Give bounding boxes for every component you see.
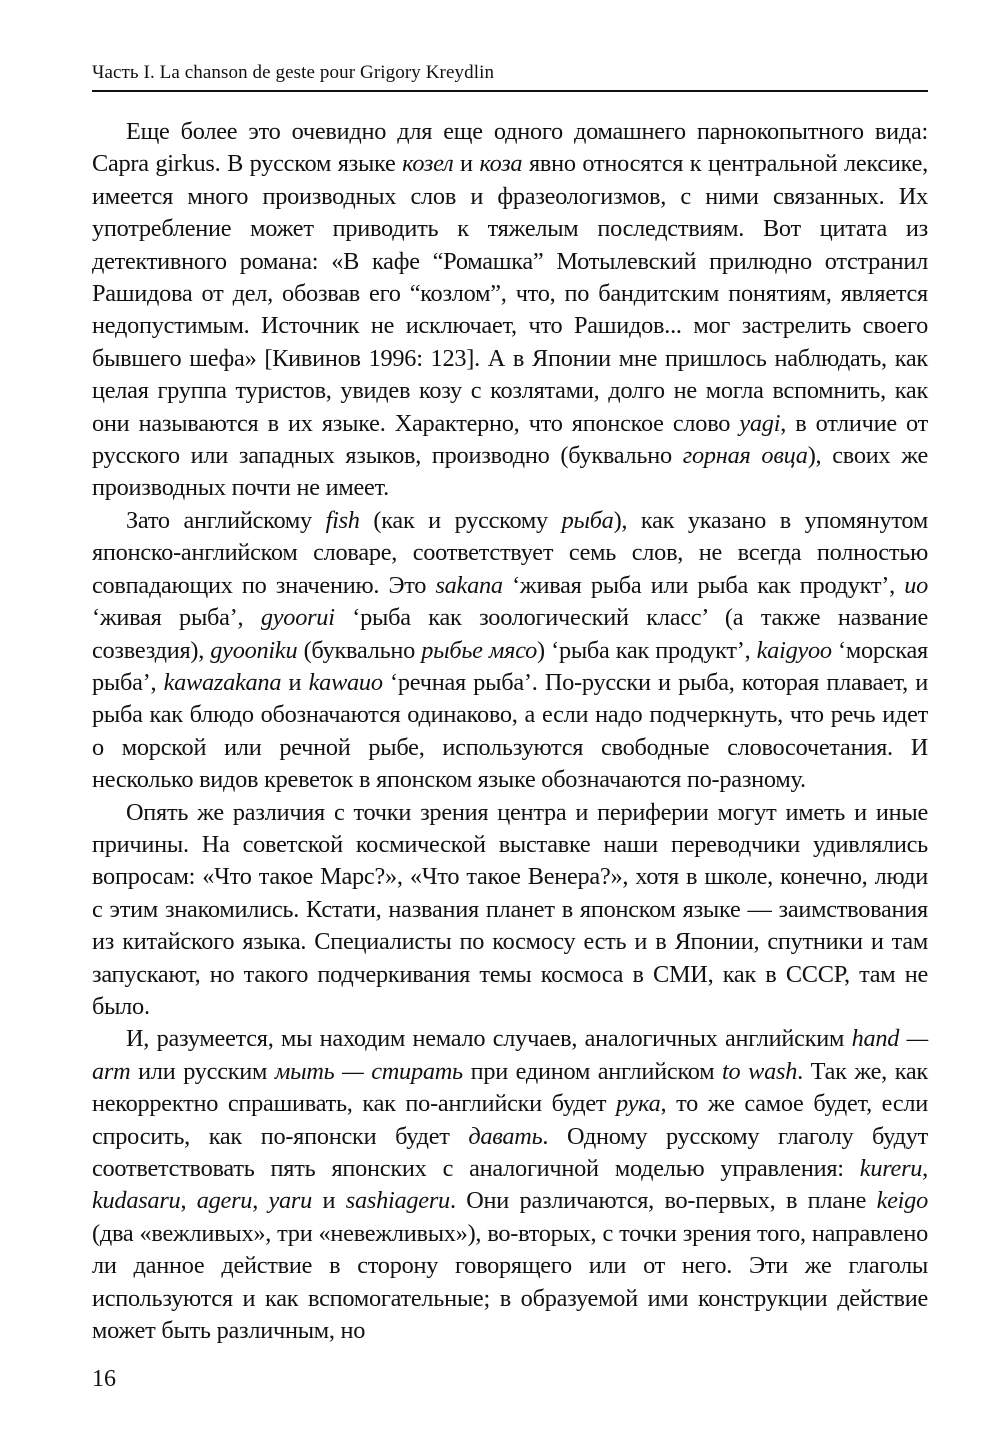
text-run: и [453,150,480,178]
text-run: явно относятся к центральной лексике, имеется много производных слов и фразеологизмов, с ними связанных. Их употребление может приводить к тяжелым последствиям. Вот цитата из детективного романа: «В кафе “Ромашка” Мотылевский прилюдно отстранил Рашидова от дел, обозвав его “козлом”, что, по бандитским понятиям, является недопустимым. Источник не исключает, что Рашидов... мог застрелить своего бывшего шефа» [Кивинов 1996: 123]. А в Японии мне пришлось наблюдать, как целая группа туристов, увидев козу с козлятами, долго не могла вспомнить, как они называются в их языке. Характерно, что японское слово [92,150,928,437]
text-run: ), своих же производных почти не имеет. [92,442,928,502]
text-run: , [922,1155,928,1182]
italic-term: kawazakana [163,668,282,696]
text-run: Еще более это очевидно для еще одного домашнего парнокопытного вида: Capra girkus. В русском языке [92,118,928,178]
paragraph [92,505,928,797]
text-run: ‘живая рыба’, [92,604,261,632]
italic-term: sashiageru [345,1187,450,1215]
text-run: , в отличие от русского или западных языков, производно (буквально [92,409,928,470]
text-run: . Так же, как некорректно спрашивать, как по-английски будет [92,1057,928,1118]
italic-term: коза [479,150,523,178]
italic-term: ageru [196,1187,253,1215]
italic-term: hand — arm [92,1025,928,1085]
text-run: Зато английскому [126,506,326,534]
text-run: ‘речная рыба’. По-русски и рыба, которая плавает, и рыба как блюдо обозначаются одинаково, а если надо подчеркнуть, что речь идет о морской или речной рыбе, используются свободные словосочетания. И несколько видов креветок в японском языке обозначаются по-разному. [92,668,928,794]
text-run: или русским [130,1057,275,1085]
header-rule [92,90,928,92]
italic-term: козел [402,150,454,178]
italic-term: рыбье мясо [421,636,538,664]
text-run: ), как указано в упомянутом японско-английском словаре, соответствует семь слов, не всегда полностью совпадающих по значению. Это [92,506,928,599]
italic-term: to wash [722,1057,798,1085]
text-run: и [312,1187,346,1215]
text-run: ‘морская рыба’, [92,636,928,696]
page-number: 16 [92,1366,116,1392]
text-run: , [180,1187,197,1215]
text-run: , то же самое будет, если спросить, как по-японски будет [92,1090,928,1150]
italic-term: sakana [435,571,503,599]
running-head: Часть I. La chanson de geste pour Grigory Kreydlin [92,62,495,83]
italic-term: fish [325,506,360,534]
italic-term: gyooniku [210,636,298,664]
text-run: (буквально [297,636,422,664]
paragraph [92,1023,928,1347]
italic-term: рука [616,1090,661,1118]
italic-term: yaru [268,1187,313,1215]
text-run: (как и русскому [359,506,562,534]
text-run: И, разумеется, мы находим немало случаев, аналогичных английским [126,1025,852,1053]
text-run: и [281,668,309,696]
italic-term: давать [468,1122,543,1150]
italic-term: uo [904,571,928,599]
text-run: , [252,1187,269,1215]
text-run: . Одному русскому глаголу будут соответствовать пять японских с аналогичной моделью управления: [92,1122,928,1182]
text-run: ) ‘рыба как продукт’, [537,636,757,664]
paragraph [92,116,928,505]
italic-term: yagi [739,409,781,437]
italic-term: kawauo [308,668,383,696]
italic-term: kaigyoo [756,636,832,664]
text-run: Опять же различия с точки зрения центра и периферии могут иметь и иные причины. На советской космической выставке наши переводчики удивлялись вопросам: «Что такое Марс?», «Что такое Венера?», хотя в школе, конечно, люди с этим знакомились. Кстати, названия планет в японском языке — заимствования из китайского языка. Специалисты по космосу есть и в Японии, спутники и там запускают, но такого подчеркивания темы космоса в СМИ, как в СССР, там не было. [92,798,928,1020]
text-run: ‘рыба как зоологический класс’ (а также название созвездия), [92,604,928,664]
italic-term: kudasaru [92,1187,181,1215]
text-run: ‘живая рыба или рыба как продукт’, [502,571,905,599]
text-run: . Они различаются, во-первых, в плане [449,1187,877,1215]
italic-term: gyoorui [260,604,335,632]
text-run: при едином английском [462,1057,723,1085]
italic-term: kureru [859,1155,923,1182]
italic-term: мыть — стирать [274,1057,463,1085]
text-run: (два «вежливых», три «невежливых»), во-вторых, с точки зрения того, направлено ли данное действие в сторону говорящего или от него. Эти же глаголы используются и как вспомогательные; в образуемой ими конструкции действие может быть различным, но [92,1219,928,1345]
body-text [92,116,928,1347]
italic-term: рыба [561,506,614,534]
italic-term: горная овца [682,442,808,470]
paragraph [92,797,928,1024]
italic-term: keigo [876,1187,928,1215]
